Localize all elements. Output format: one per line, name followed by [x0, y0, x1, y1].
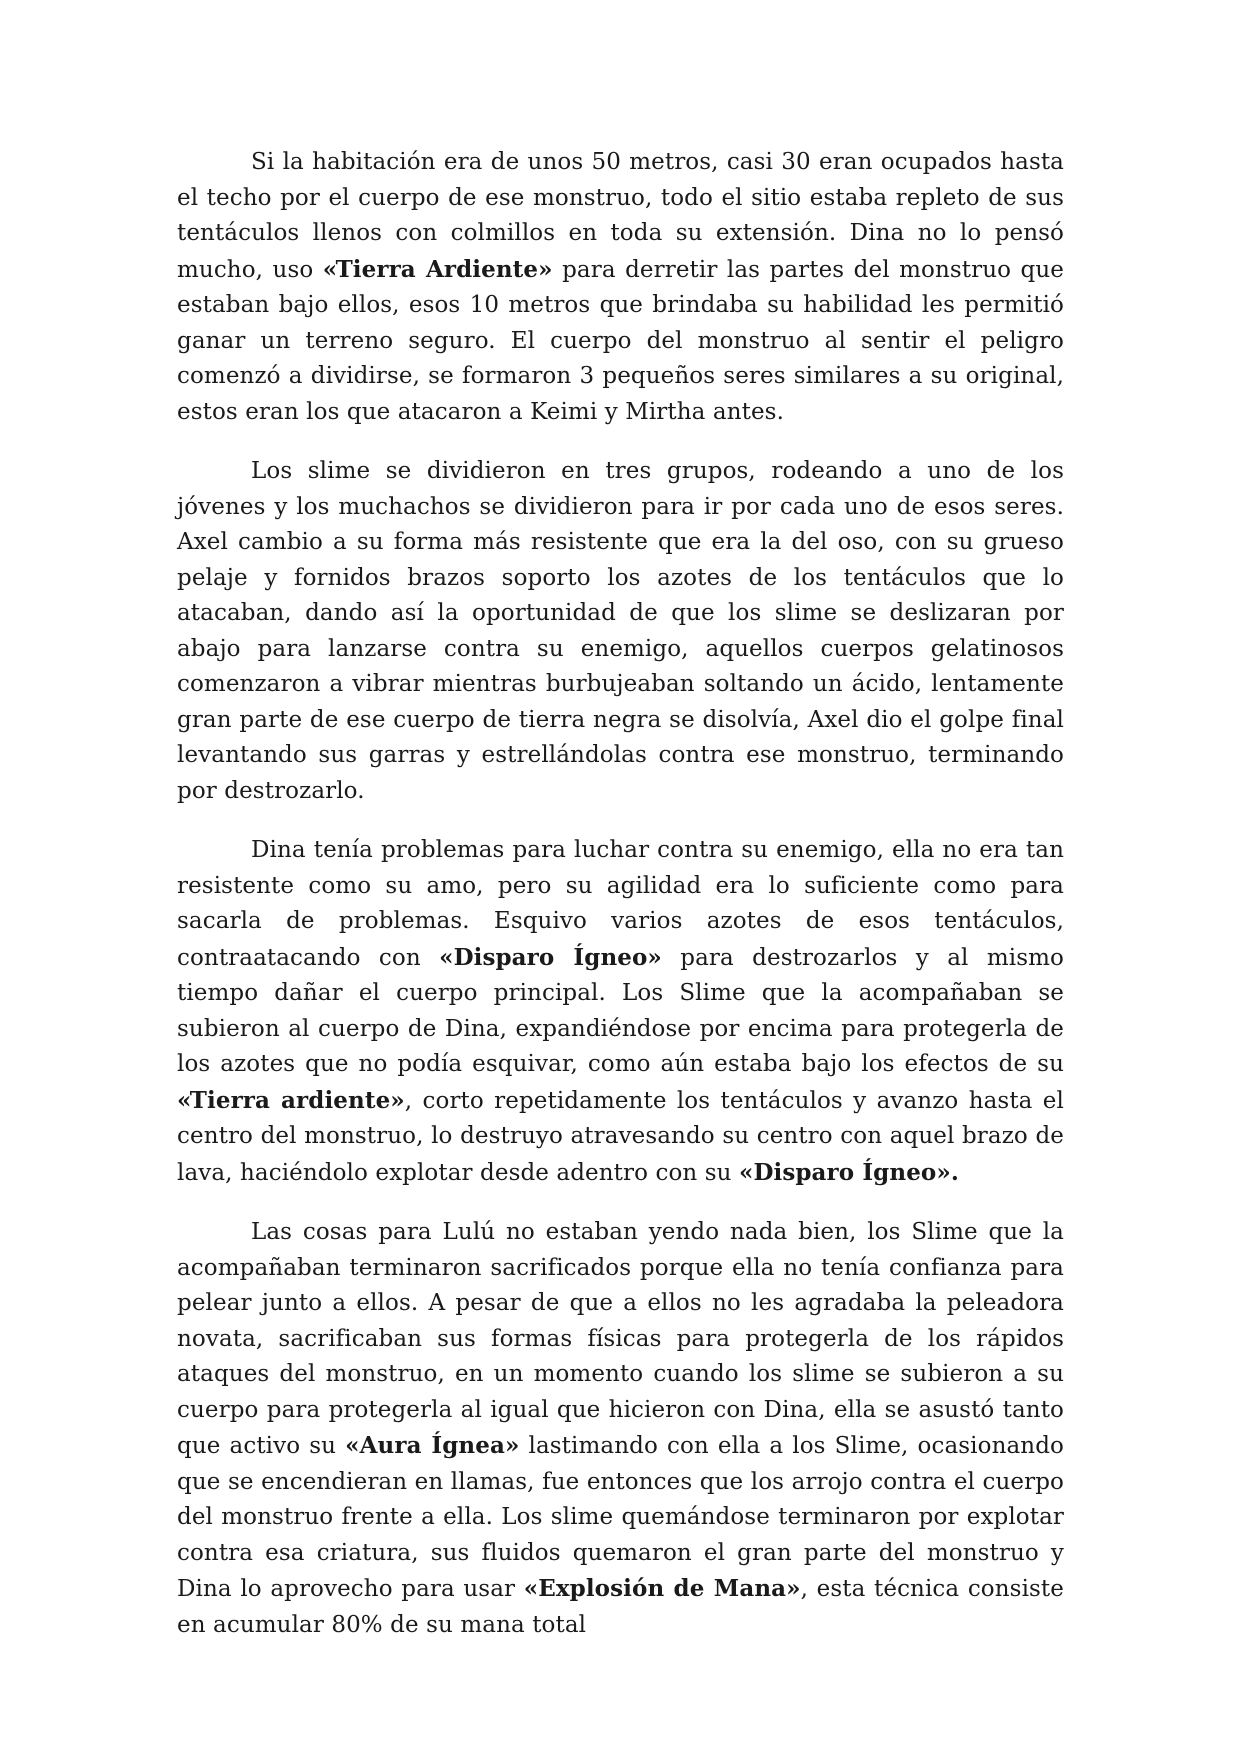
text-segment: Dina tenía problemas para luchar contra su enemigo, ella no era tan resistente como su amo, pero su agilidad era lo suficiente como para sacarla de problemas. Esquivo varios azotes de esos tentáculos, contraatacando con	[177, 837, 1064, 971]
text-segment: para derretir las partes del monstruo que estaban bajo ellos, esos 10 metros que brindaba su habilidad les permitió ganar un terreno seguro. El cuerpo del monstruo al sentir el peligro comenzó a dividirse, se formaron 3 pequeños seres similares a su original, estos eran los que atacaron a Keimi y Mirtha antes.	[177, 256, 1064, 425]
text-segment: Las cosas para Lulú no estaban yendo nada bien, los Slime que la acompañaban terminaron sacrificados porque ella no tenía confianza para pelear junto a ellos. A pesar de que a ellos no les agradaba la peleadora novata, sacrificaban sus formas físicas para protegerla de los rápidos ataques del monstruo, en un momento cuando los slime se subieron a su cuerpo para protegerla al igual que hicieron con Dina, ella se asustó tanto que activo su	[177, 1219, 1064, 1459]
skill-name: «Tierra ardiente»	[177, 1086, 405, 1114]
text-segment: , esta técnica consiste en acumular 80% de su mana total	[177, 1576, 1064, 1638]
text-segment: lastimando con ella a los Slime, ocasionando que se encendieran en llamas, fue entonces que los arrojo contra el cuerpo del monstruo frente a ella. Los slime quemándose terminaron por explotar contra esa criatura, sus fluidos quemaron el gran parte del monstruo y Dina lo aprovecho para usar	[177, 1433, 1064, 1602]
skill-name: «Disparo Ígneo».	[738, 1158, 959, 1186]
paragraph-2	[177, 454, 1064, 809]
paragraph-4	[177, 1215, 1064, 1643]
text-segment: para destrozarlos y al mismo tiempo dañar el cuerpo principal. Los Slime que la acompañaban se subieron al cuerpo de Dina, expandiéndose por encima para protegerla de los azotes que no podía esquivar, como aún estaba bajo los efectos de su	[177, 944, 1064, 1077]
text-segment: Si la habitación era de unos 50 metros, casi 30 eran ocupados hasta el techo por el cuerpo de ese monstruo, todo el sitio estaba repleto de sus tentáculos llenos con colmillos en toda su extensión. Dina no lo pensó mucho, uso	[177, 149, 1064, 283]
skill-name: «Tierra Ardiente»	[322, 255, 553, 283]
skill-name: «Explosión de Mana»	[523, 1575, 801, 1602]
skill-name: «Disparo Ígneo»	[439, 943, 662, 971]
text-segment: Los slime se dividieron en tres grupos, rodeando a uno de los jóvenes y los muchachos se dividieron para ir por cada uno de esos seres. Axel cambio a su forma más resistente que era la del oso, con su grueso pelaje y fornidos brazos soporto los azotes de los tentáculos que lo atacaban, dando así la oportunidad de que los slime se deslizaran por abajo para lanzarse contra su enemigo, aquellos cuerpos gelatinosos comenzaron a vibrar mientras burbujeaban soltando un ácido, lentamente gran parte de ese cuerpo de tierra negra se disolvía, Axel dio el golpe final levantando sus garras y estrellándolas contra ese monstruo, terminando por destrozarlo.	[177, 458, 1064, 804]
paragraph-1	[177, 145, 1064, 430]
paragraph-3	[177, 833, 1064, 1191]
skill-name: «Aura Ígnea»	[345, 1432, 520, 1459]
text-segment: , corto repetidamente los tentáculos y avanzo hasta el centro del monstruo, lo destruyo atravesando su centro con aquel brazo de lava, haciéndolo explotar desde adentro con su	[177, 1087, 1064, 1186]
document-body	[177, 145, 1064, 1643]
